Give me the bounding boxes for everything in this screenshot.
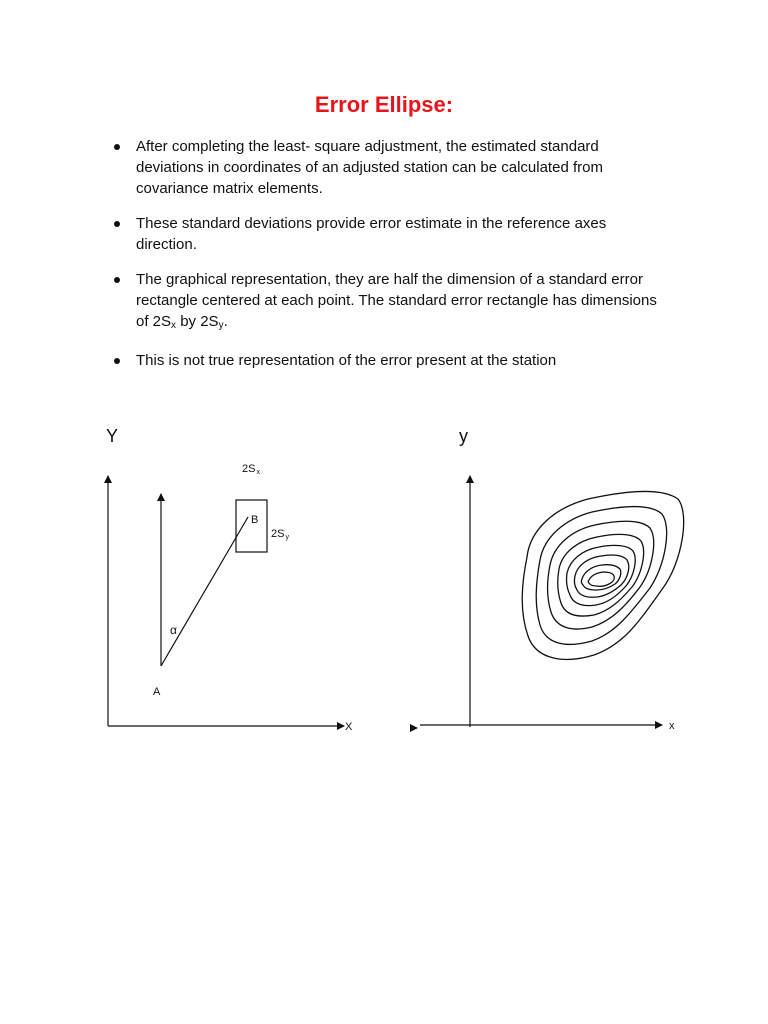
rect-height-text: 2S xyxy=(271,528,285,540)
contour-ring xyxy=(588,572,614,586)
subscript-x: x xyxy=(171,320,177,331)
bullet-item xyxy=(110,136,670,199)
right-x-axis-label: x xyxy=(669,720,675,732)
rect-width-sub: x xyxy=(256,469,260,476)
rect-width-text: 2S xyxy=(242,463,256,475)
bullet-item xyxy=(110,213,670,255)
rect-width-label xyxy=(242,463,260,476)
bullet-dot-icon xyxy=(114,277,120,283)
subscript-y: y xyxy=(218,320,224,331)
point-b-label: B xyxy=(251,514,259,526)
bullet-list xyxy=(110,136,670,385)
bullet-text-mid: by 2S xyxy=(176,313,219,330)
bullet-text: These standard deviations provide error estimate in the reference axes direction. xyxy=(136,215,607,253)
bullet-item xyxy=(110,269,670,336)
standard-error-rectangle xyxy=(236,500,267,552)
point-a-label: A xyxy=(153,686,161,698)
bullet-dot-icon xyxy=(114,144,120,150)
bullet-dot-icon xyxy=(114,358,120,364)
rect-height-label xyxy=(271,528,289,541)
bullet-text-before: The graphical representation, they are half the dimension of a standard error rectangle centered at each point. The standard error rectangle has dimensions of 2S xyxy=(136,271,657,330)
rect-height-sub: y xyxy=(285,534,289,541)
left-arrowhead-icon xyxy=(410,724,418,732)
bullet-dot-icon xyxy=(114,221,120,227)
contour-ring xyxy=(522,491,683,659)
bullet-text: This is not true representation of the error present at the station xyxy=(136,352,557,369)
page-title: Error Ellipse: xyxy=(314,92,454,117)
standard-error-rectangle-figure xyxy=(106,426,353,733)
angle-alpha-label: α xyxy=(170,623,177,637)
error-ellipse-figure xyxy=(410,426,684,732)
bullet-text: After completing the least- square adjustment, the estimated standard deviations in coordinates of an adjusted station can be calculated from covariance matrix elements. xyxy=(136,138,603,197)
left-y-axis-label: Y xyxy=(106,426,119,446)
line-a-to-b xyxy=(161,517,248,666)
error-figures xyxy=(0,400,768,760)
bullet-text-after: . xyxy=(223,313,228,330)
left-x-axis-label: X xyxy=(345,721,353,733)
right-y-axis-label: y xyxy=(459,426,468,446)
bullet-item xyxy=(110,350,670,371)
error-contours xyxy=(522,491,683,659)
